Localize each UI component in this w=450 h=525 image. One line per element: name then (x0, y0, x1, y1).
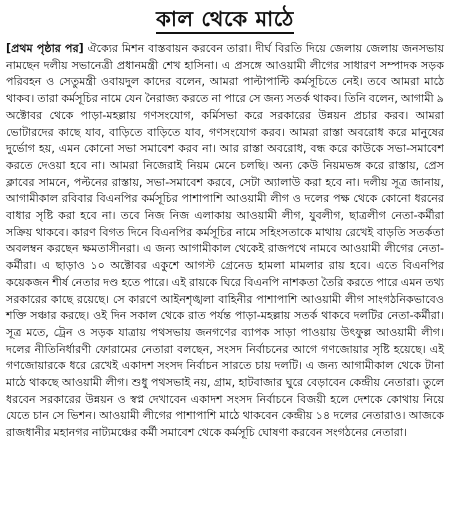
headline: কাল থেকে মাঠে (156, 6, 294, 34)
continued-from-front-page-label: [প্রথম পৃষ্ঠার পর] (6, 42, 84, 55)
article-body (6, 41, 444, 442)
article-text: ঐক্যের মিশন বাস্তবায়ন করবেন তারা। দীর্ঘ বিরতি দিয়ে জেলায় জেলায় জনসভায় নামছেন দলীয় সভানেত্রী প্রধানমন্ত্রী শেখ হাসিনা। এ প্রসঙ্গে আওয়ামী লীগের সাধারণ সম্পাদক সড়ক পরিবহন ও সেতুমন্ত্রী ওবায়দুল কাদের বলেন, আমরা পাল্টাপাল্টি কর্মসূচিতে নেই। তবে আমরা মাঠে থাকব। তারা কর্মসূচির নামে যেন নৈরাজ্য করতে না পারে সে জন্য সতর্ক থাকব। তিনি বলেন, আগামী ৯ অক্টোবর থেকে পাড়া-মহল্লায় গণসংযোগ, কর্মিসভা করে সরকারের উন্নয়ন প্রচার করব। আমরা ভোটারদের কাছে যাব, বাড়িতে বাড়িতে যাব, গণসংযোগ করব। আমরা রাস্তা অবরোধ করে মানুষের দুর্ভোগ হয়, এমন কোনো সভা সমাবেশ করব না। আর রাস্তা অবরোধ, বন্ধ করে কাউকে সভা-সমাবেশ করতে দেওয়া হবে না। আমরা নিজেরাই নিয়ম মেনে চলছি। অন্য কেউ নিয়মভঙ্গ করে রাস্তায়, প্রেস ক্লাবের সামনে, পল্টনের রাস্তায়, সভা-সমাবেশ করবে, সেটা অ্যালাউ করা হবে না। দলীয় সূত্র জানায়, আগামীকাল রবিবার বিএনপির কর্মসূচির পাশাপাশি আওয়ামী লীগ ও দলের পক্ষ থেকে কোনো ধরনের বাধার সৃষ্টি করা হবে না। তবে নিজ নিজ এলাকায় আওয়ামী লীগ, যুবলীগ, ছাত্রলীগ নেতা-কর্মীরা সক্রিয় থাকবে। কারণ বিগত দিনে বিএনপির কর্মসূচির নামে সহিংসতাকে মাথায় রেখেই বাড়তি সতর্কতা অবলম্বন করছেন ক্ষমতাসীনরা। এ জন্য আগামীকাল থেকেই রাজপথে নামবে আওয়ামী লীগের নেতা-কর্মীরা। এ ছাড়াও ১০ অক্টোবর একুশে আগস্ট গ্রেনেড হামলা মামলার রায় হবে। এতে বিএনপির কয়েকজন শীর্ষ নেতার দণ্ড হতে পারে। এই রায়কে ঘিরে বিএনপি নাশকতা তৈরি করতে পারে এমন তথ্য সরকারের কাছে রয়েছে। সে কারণে আইনশৃঙ্খলা বাহিনীর পাশাপাশি আওয়ামী লীগ সাংগঠনিকভাবেও শক্তি সঞ্চার করছে। ওই দিন সকাল থেকে রাত পর্যন্ত পাড়া-মহল্লায় সতর্ক থাকবে দলটির নেতা-কর্মীরা। সূত্র মতে, ট্রেন ও সড়ক যাত্রায় পথসভায় জনগণের ব্যাপক সাড়া পাওয়ায় উৎফুল্ল আওয়ামী লীগ। দলের নীতিনির্ধারণী ফোরামের নেতারা বলছেন, সংসদ নির্বাচনের আগে গণজোয়ার সৃষ্টি হয়েছে। এই গণজোয়ারকে ধরে রেখেই একাদশ সংসদ নির্বাচন সারতে চায় দলটি। এ জন্য আগামীকাল থেকে টানা মাঠে থাকছে আওয়ামী লীগ। শুধু পথসভাই নয়, গ্রাম, হাটবাজার ঘুরে বেড়াবেন কেন্দ্রীয় নেতারা। তুলে ধরবেন সরকারের উন্নয়ন ও স্বপ্ন দেখাবেন একাদশ সংসদ নির্বাচনে বিজয়ী হলে দেশকে কোথায় নিয়ে যেতে চান সে ভিশন। আওয়ামী লীগের পাশাপাশি মাঠে থাকবেন কেন্দ্রীয় ১৪ দলের নেতারাও। আজকে রাজধানীর মহানগর নাট্যমঞ্চের কর্মী সমাবেশ থেকে কর্মসূচি ঘোষণা করবেন সংগঠনের নেতারা। (6, 42, 445, 440)
headline-container (6, 4, 444, 38)
